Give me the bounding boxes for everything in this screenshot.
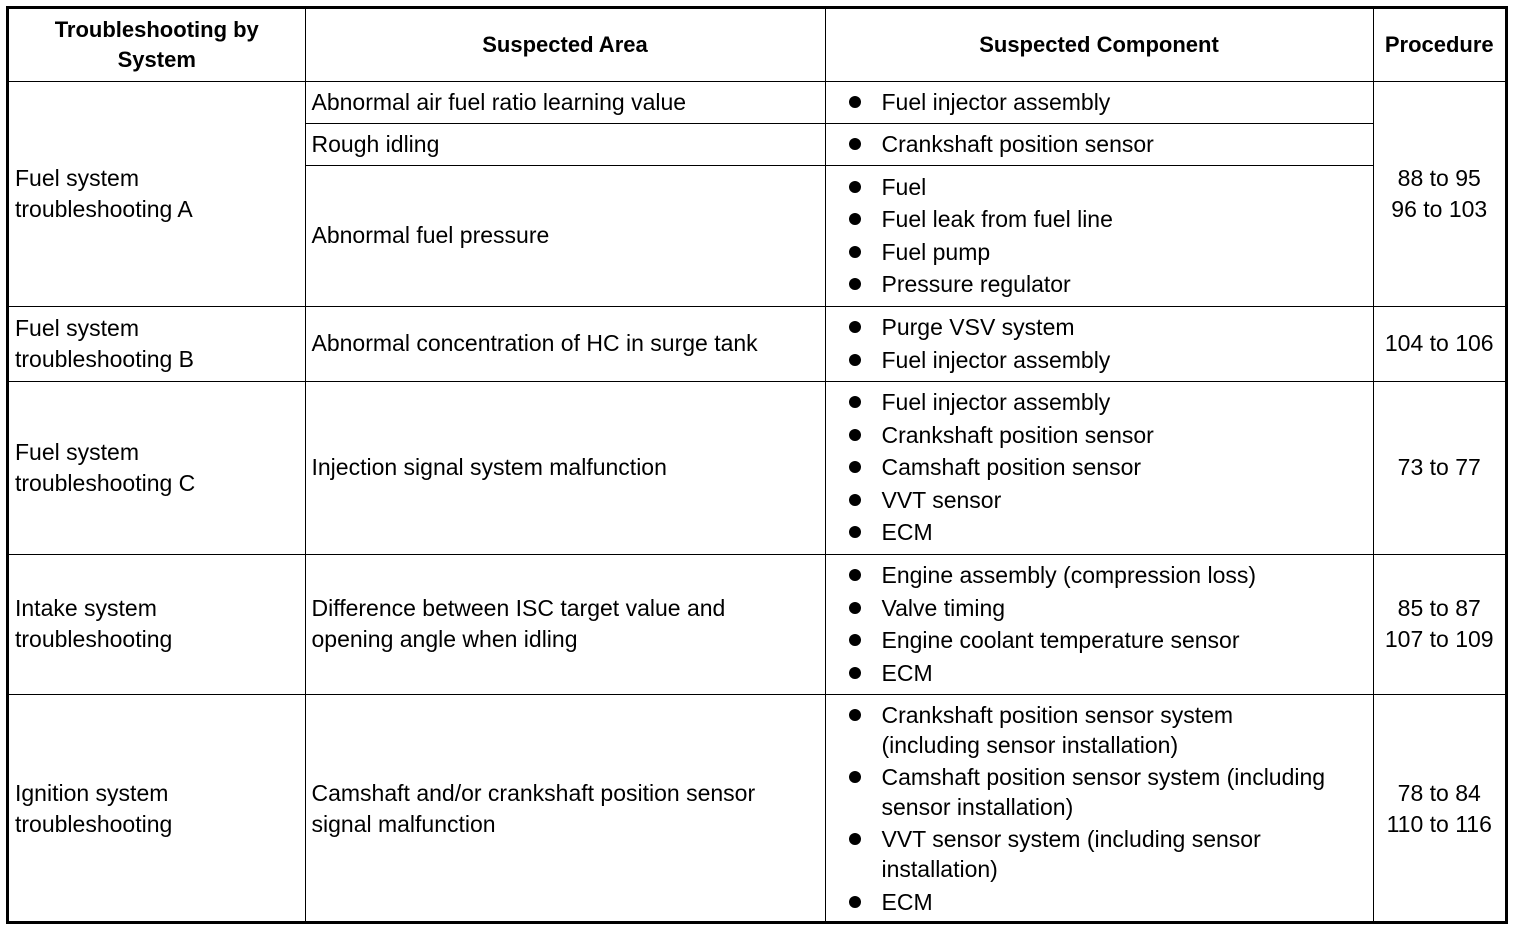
component-item — [832, 386, 1367, 419]
troubleshooting-table — [9, 9, 1505, 924]
bullet-icon — [849, 321, 861, 333]
system-cell — [9, 306, 305, 381]
bullet-icon — [849, 602, 861, 614]
procedure-line: 110 to 116 — [1386, 811, 1492, 838]
component-text: Fuel leak from fuel line — [881, 206, 1113, 232]
bullet-icon — [849, 396, 861, 408]
bullet-icon — [849, 138, 861, 150]
bullet-icon — [849, 667, 861, 679]
system-line: troubleshooting B — [15, 345, 195, 372]
component-item — [832, 516, 1367, 549]
procedure-cell — [1373, 694, 1505, 924]
component-text: Pressure regulator — [881, 271, 1071, 297]
system-line: troubleshooting — [15, 811, 173, 838]
component-list — [832, 128, 1367, 161]
table-row — [9, 554, 1505, 694]
component-list — [832, 171, 1367, 301]
component-list — [832, 559, 1367, 689]
component-cell — [825, 381, 1373, 554]
system-line: Ignition system — [15, 780, 169, 807]
bullet-icon — [849, 461, 861, 473]
bullet-icon — [849, 569, 861, 581]
component-text: ECM — [881, 889, 933, 915]
component-text: Fuel injector assembly — [881, 346, 1111, 373]
area-line: Camshaft and/or crankshaft position sensor — [311, 780, 756, 807]
component-item — [832, 268, 1367, 301]
table-row — [9, 694, 1505, 924]
component-cell — [825, 554, 1373, 694]
component-item — [832, 824, 1367, 884]
component-cell — [825, 123, 1373, 165]
component-cell — [825, 165, 1373, 306]
area-line: Injection signal system malfunction — [311, 454, 667, 480]
area-line: Abnormal concentration of HC in surge tank — [311, 330, 758, 356]
component-item — [832, 311, 1367, 344]
component-list — [832, 311, 1367, 376]
component-item — [832, 624, 1367, 657]
system-cell — [9, 694, 305, 924]
bullet-icon — [849, 833, 861, 845]
component-text: Crankshaft position sensor system — [881, 702, 1234, 728]
header-procedure: Procedure — [1373, 9, 1505, 81]
procedure-cell — [1373, 554, 1505, 694]
system-line: troubleshooting A — [15, 195, 193, 222]
procedure-line: 88 to 95 — [1397, 164, 1481, 191]
area-cell — [305, 381, 825, 554]
header-component: Suspected Component — [825, 9, 1373, 81]
component-text: sensor installation) — [881, 794, 1074, 820]
component-text: Fuel injector assembly — [881, 88, 1111, 115]
system-cell — [9, 554, 305, 694]
component-list — [832, 386, 1367, 549]
bullet-icon — [849, 494, 861, 506]
table-row — [9, 81, 1505, 123]
component-text: Fuel pump — [881, 238, 991, 265]
table-body — [9, 81, 1505, 924]
component-text: installation) — [881, 856, 998, 882]
component-text: VVT sensor system (including sensor — [881, 826, 1261, 852]
component-text: ECM — [881, 659, 933, 686]
header-system — [9, 9, 305, 81]
component-item — [832, 592, 1367, 625]
system-line: Fuel system — [15, 314, 139, 341]
bullet-icon — [849, 246, 861, 258]
component-item — [832, 128, 1367, 161]
bullet-icon — [849, 429, 861, 441]
component-text: VVT sensor — [881, 486, 1002, 513]
area-cell — [305, 694, 825, 924]
area-line: Difference between ISC target value and — [311, 595, 726, 621]
component-item — [832, 484, 1367, 517]
area-line: Rough idling — [311, 130, 440, 157]
procedure-line: 85 to 87 — [1397, 595, 1481, 621]
procedure-line: 104 to 106 — [1384, 330, 1494, 356]
area-line: Abnormal air fuel ratio learning value — [311, 88, 687, 115]
procedure-line: 78 to 84 — [1397, 780, 1481, 807]
area-cell — [305, 81, 825, 123]
component-text: ECM — [881, 519, 933, 546]
component-item — [832, 559, 1367, 592]
component-cell — [825, 306, 1373, 381]
troubleshooting-table-container — [6, 6, 1508, 924]
component-item — [832, 762, 1367, 822]
area-cell — [305, 306, 825, 381]
component-text: Crankshaft position sensor — [881, 130, 1154, 157]
component-list — [832, 700, 1367, 919]
table-row — [9, 306, 1505, 381]
system-line: troubleshooting — [15, 626, 173, 652]
component-item — [832, 451, 1367, 484]
component-item — [832, 419, 1367, 452]
component-cell — [825, 81, 1373, 123]
bullet-icon — [849, 278, 861, 290]
component-text: Engine assembly (compression loss) — [881, 562, 1257, 588]
component-text: Fuel injector assembly — [881, 389, 1111, 416]
header-system-line: System — [117, 46, 196, 72]
bullet-icon — [849, 896, 861, 908]
system-line: Fuel system — [15, 164, 139, 191]
component-text: Fuel — [881, 173, 927, 200]
bullet-icon — [849, 771, 861, 783]
procedure-line: 73 to 77 — [1397, 454, 1481, 480]
component-text: Crankshaft position sensor — [881, 421, 1154, 448]
area-cell — [305, 554, 825, 694]
system-cell — [9, 81, 305, 306]
area-line: opening angle when idling — [311, 626, 578, 652]
bullet-icon — [849, 213, 861, 225]
component-text: Valve timing — [881, 594, 1006, 621]
bullet-icon — [849, 354, 861, 366]
system-line: Intake system — [15, 595, 157, 621]
procedure-cell — [1373, 381, 1505, 554]
component-item — [832, 886, 1367, 919]
procedure-cell — [1373, 306, 1505, 381]
area-line: signal malfunction — [311, 811, 496, 838]
header-row — [9, 9, 1505, 81]
component-item — [832, 700, 1367, 760]
area-cell — [305, 165, 825, 306]
procedure-line: 96 to 103 — [1391, 195, 1488, 222]
component-item — [832, 171, 1367, 204]
procedure-cell — [1373, 81, 1505, 306]
bullet-icon — [849, 96, 861, 108]
component-text: (including sensor installation) — [881, 732, 1179, 758]
bullet-icon — [849, 181, 861, 193]
table-row — [9, 381, 1505, 554]
component-item — [832, 236, 1367, 269]
header-system-line: Troubleshooting by — [54, 16, 259, 42]
area-line: Abnormal fuel pressure — [311, 222, 550, 248]
component-item — [832, 86, 1367, 119]
component-item — [832, 344, 1367, 377]
header-area: Suspected Area — [305, 9, 825, 81]
system-line: Fuel system — [15, 438, 139, 465]
component-text: Camshaft position sensor system (including — [881, 764, 1326, 790]
component-cell — [825, 694, 1373, 924]
system-line: troubleshooting C — [15, 469, 196, 496]
bullet-icon — [849, 709, 861, 721]
component-text: Engine coolant temperature sensor — [881, 627, 1240, 653]
component-text: Purge VSV system — [881, 314, 1075, 340]
component-item — [832, 657, 1367, 690]
procedure-line: 107 to 109 — [1384, 626, 1494, 652]
area-cell — [305, 123, 825, 165]
bullet-icon — [849, 634, 861, 646]
component-item — [832, 203, 1367, 236]
component-text: Camshaft position sensor — [881, 454, 1142, 481]
bullet-icon — [849, 526, 861, 538]
component-list — [832, 86, 1367, 119]
system-cell — [9, 381, 305, 554]
